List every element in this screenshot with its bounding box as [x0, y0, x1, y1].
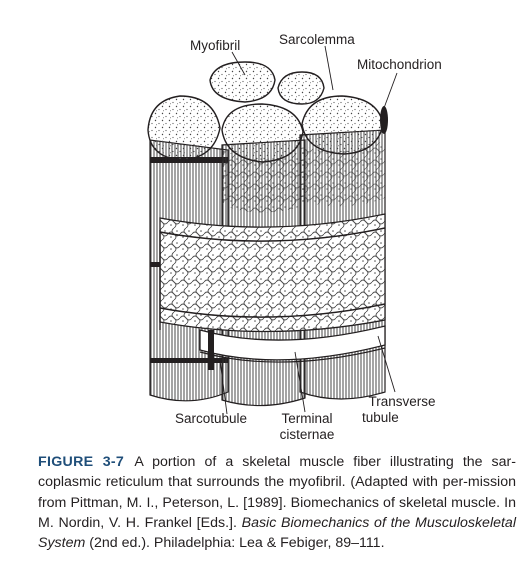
- label-transverse-tubule: [362, 394, 442, 426]
- label-terminal-line1: Terminal: [281, 411, 333, 426]
- label-transverse-line2: tubule: [362, 410, 399, 425]
- label-transverse-line1: Transverse: [368, 394, 436, 409]
- label-myofibril: Myofibril: [190, 38, 241, 53]
- label-terminal-cisternae: [272, 411, 342, 443]
- caption-book-title: Basic Biomechanics of the Musculoskeletal System: [38, 514, 516, 552]
- label-sarcotubule: Sarcotubule: [175, 411, 248, 426]
- caption-text-2: (2nd ed.). Philadelphia: Lea & Febiger, 89–111.: [85, 535, 385, 552]
- figure-caption: [38, 452, 516, 553]
- label-mitochondrion: Mitochondrion: [357, 57, 442, 72]
- caption-text-1: A portion of a skeletal muscle fiber illustrating the sar-coplasmic reticulum that surrounds the myofibril. (Adapted with per-mission from Pittman, M. I., Peterson, L. [1989]. Biomechanics of skeletal muscle. In M. Nordin, V. H. Frankel [Eds.].: [38, 454, 516, 531]
- figure-number: FIGURE 3-7: [38, 454, 125, 470]
- label-sarcolemma: Sarcolemma: [279, 32, 355, 47]
- label-terminal-line2: cisternae: [279, 427, 335, 442]
- sarcoplasmic-reticulum-band: [160, 214, 385, 332]
- myofibril-caps: [148, 62, 383, 162]
